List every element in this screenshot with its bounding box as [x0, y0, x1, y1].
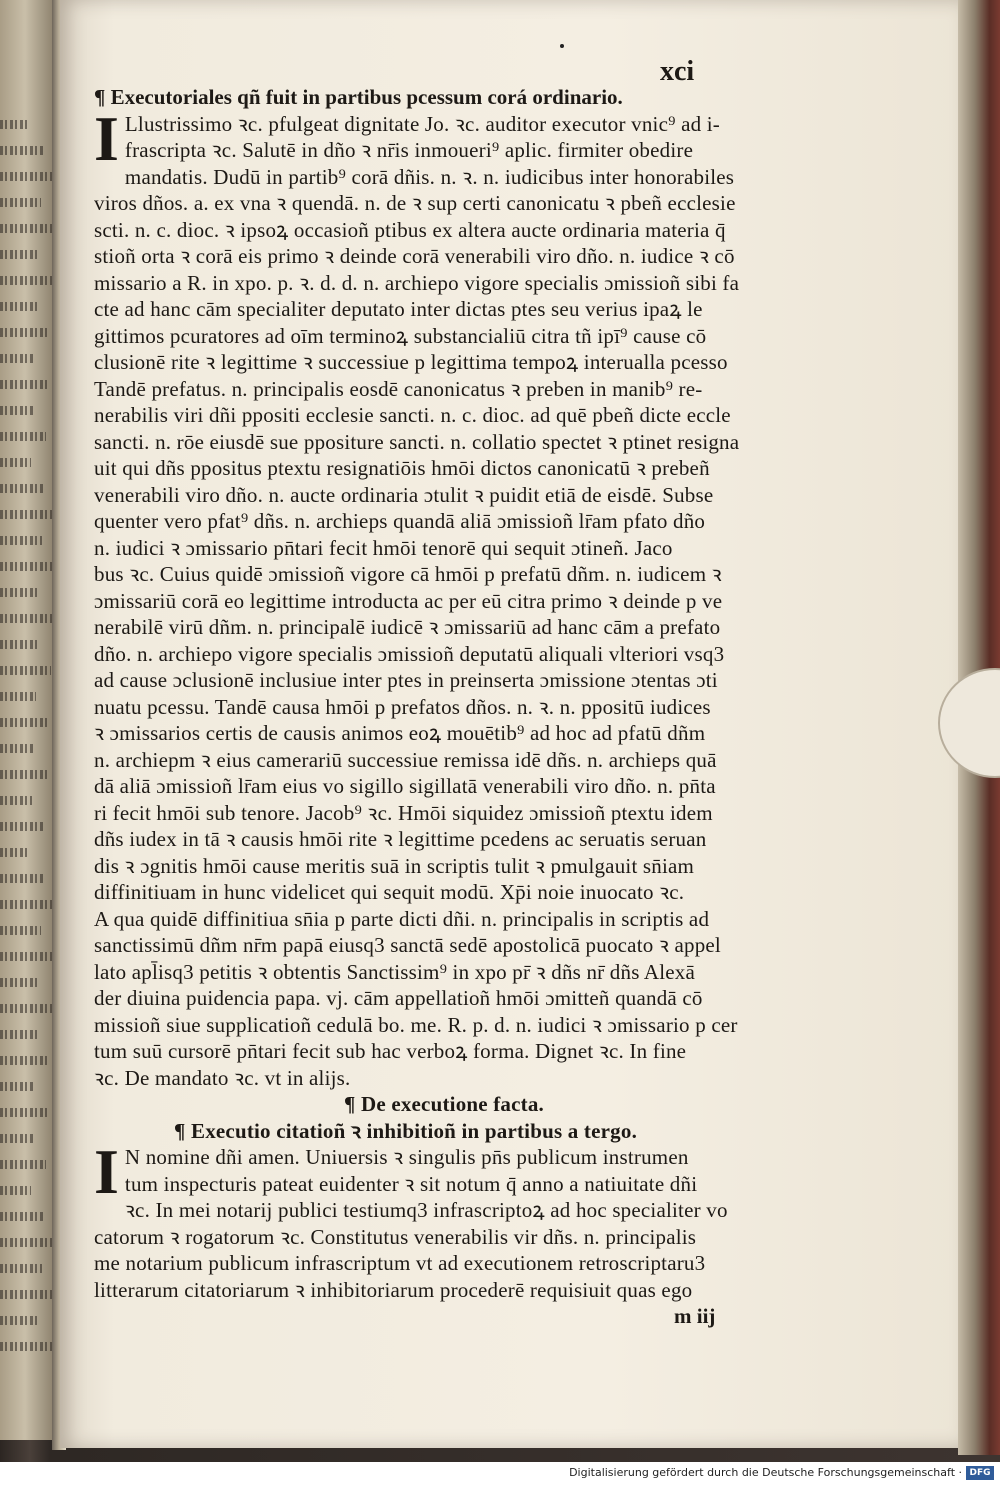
p1-line: dis ꝛ ɔgnitis hmōi cause meritis suā in scriptis tulit ꝛ pmulgauit sn̄iam — [94, 853, 695, 878]
p1-line: n. archiepm ꝛ eius camerariū successiue remissa idē dñs. n. archieps quā — [94, 747, 717, 772]
left-page-text-fragment — [0, 224, 54, 233]
left-page-text-fragment — [0, 822, 45, 831]
p1-line: bus ꝛc. Cuius quidē ɔmissioñ vigore cā hmōi p prefatū dñm. n. iudicem ꝛ — [94, 562, 722, 586]
left-page-text-fragment — [0, 354, 35, 363]
left-page-text-fragment — [0, 302, 37, 311]
folio-number: xci — [660, 56, 695, 87]
p1-line: ɔmissariū corā eo legittime introducta ac per eū citra primo ꝛ deinde p ve — [94, 588, 723, 613]
left-page-text-fragment — [0, 458, 31, 467]
p1-line: ad cause ɔclusionē inclusiue inter ptes in preinserta ɔmissione ɔtentas ɔti — [94, 668, 718, 692]
p1-line: dño. n. archiepo vigore specialis ɔmissioñ deputatū aliquali vlteriori vsq3 — [94, 641, 725, 666]
p1-line: dñs iudex in tā ꝛ causis hmōi rite ꝛ legittime pcedens ac seruatis seruan — [94, 827, 707, 851]
p1-line: missario a R. in xpo. p. ꝛ. d. d. n. archiepo vigore specialis ɔmissioñ sibi fa — [94, 270, 740, 295]
left-page-text-fragment — [0, 926, 41, 935]
left-page-text-fragment — [0, 718, 49, 727]
p1-line: dā aliā ɔmissioñ lr̄am eius vo sigillo sigillatā venerabili viro dño. n. pn̄ta — [94, 774, 716, 798]
p1-line: cte ad hanc cām specialiter deputato inter dictas ptes seu verius ipaꝝ le — [94, 297, 703, 321]
p1-line: missioñ siue supplicatioñ cedulā bo. me. R. p. d. n. iudici ꝛ ɔmissario p cer — [94, 1012, 738, 1037]
left-page-text-fragment — [0, 1342, 53, 1351]
left-page-text-fragment — [0, 1004, 52, 1013]
left-page-text-fragment — [0, 1134, 33, 1143]
p1-line: scti. n. c. dioc. ꝛ ipsoꝝ occasioñ ptibus ex altera aucte ordinaria materia q̄ — [94, 217, 726, 242]
p2-line: tum inspecturis pateat euidenter ꝛ sit notum q̄ anno a natiuitate dñi — [124, 1171, 698, 1196]
footer-credit: Digitalisierung gefördert durch die Deutsche Forschungsgemeinschaft · — [569, 1466, 962, 1479]
left-page-text-fragment — [0, 120, 30, 129]
left-page-text-fragment — [0, 796, 32, 805]
left-page-text-fragment — [0, 432, 46, 441]
paragraph-2 — [94, 1136, 794, 1303]
p1-line: ri fecit hmōi sub tenore. Jacob⁹ ꝛc. Hmōi siquidez ɔmissioñ ptextu idem — [94, 800, 713, 825]
left-page-text-fragment — [0, 1238, 57, 1247]
p1-line: sanctissimū dñm nr̄m papā eiusq3 sanctā sedē apostolicā puocato ꝛ appel — [94, 933, 721, 957]
subsection-heading-text: De executione facta. — [360, 1092, 544, 1116]
p1-line: ꝛ ɔmissarios certis de causis animos eoꝝ mouētib⁹ ad hoc ad pfatū dñm — [94, 721, 706, 745]
p1-line: frascripta ꝛc. Salutē in dño ꝛ nr̄is inmoueri⁹ aplic. firmiter obedire — [124, 138, 694, 162]
p1-line: A qua quidē diffinitiua sn̄ia p parte dicti dñi. n. principalis in scriptis ad — [94, 906, 710, 931]
subsection-heading: ¶ De executione facta. — [343, 1092, 544, 1116]
section-heading-text: Executoriales qñ fuit in partibus pcessum corá ordinario. — [110, 85, 623, 109]
left-page-text-fragment — [0, 328, 50, 337]
p1-line: ꝛc. De mandato ꝛc. vt in alijs. — [94, 1065, 351, 1090]
p1-line: nuatu pcessu. Tandē causa hmōi p prefatos dños. n. ꝛ. n. ppositū iudices — [94, 694, 711, 719]
p2-line: catorum ꝛ rogatorum ꝛc. Constitutus venerabilis vir dñs. n. principalis — [94, 1224, 697, 1249]
p1-line: venerabili viro dño. n. aucte ordinaria ɔtulit ꝛ puidit etiā de eisdē. Subse — [94, 482, 714, 507]
left-page-text-fragment — [0, 406, 33, 415]
p1-line: quenter vero pfat⁹ dñs. n. archieps quandā aliā ɔmissioñ lr̄am pfato dño — [94, 509, 706, 533]
p1-line: lato apl̄isq3 petitis ꝛ obtentis Sanctissim⁹ in xpo pr̄ ꝛ dñs nr̄ dñs Alexā — [94, 959, 696, 984]
left-page-text-fragment — [0, 1264, 42, 1273]
p1-line: mandatis. Dudū in partib⁹ corā dñis. n. ꝛ. n. iudicibus inter honorabiles — [124, 164, 735, 189]
p1-line: stioñ orta ꝛ corā eis primo ꝛ deinde corā venerabili viro dño. n. iudice ꝛ cō — [94, 244, 735, 268]
p1-line: sancti. n. rōe eiusdē sue ppositure sancti. n. collatio spectet ꝛ ptinet resigna — [94, 429, 740, 454]
left-page-text-fragment — [0, 692, 36, 701]
paragraph-1 — [94, 102, 794, 1092]
p1-line: viros dños. a. ex vna ꝛ quendā. n. de ꝛ sup certi canonicatu ꝛ pbeñ ecclesie — [94, 191, 736, 215]
p2-line: N nomine dñi amen. Uniuersis ꝛ singulis pn̄s publicum instrumen — [124, 1145, 689, 1169]
left-page-text-fragment — [0, 1108, 48, 1117]
left-page-text-fragment — [0, 562, 55, 571]
section-heading: ¶ Executoriales qñ fuit in partibus pcessum corá ordinario. — [94, 85, 623, 109]
p1-line: diffinitiuam in hunc videlicet qui sequit modū. Xp̄i noie inuocato ꝛc. — [94, 880, 685, 904]
p1-line: nerabilis viri dñi ppositi ecclesie sancti. n. c. dioc. ad quē pbeñ dicte eccle — [94, 403, 731, 427]
left-page-text-fragment — [0, 198, 41, 207]
left-page-text-fragment — [0, 770, 47, 779]
left-page-text-fragment — [0, 1290, 55, 1299]
ink-dot — [560, 44, 564, 48]
left-page-text-fragment — [0, 276, 52, 285]
left-page-text-fragment — [0, 1160, 46, 1169]
p1-line: Llustrissimo ꝛc. pfulgeat dignitate Jo. ꝛc. auditor executor vnic⁹ ad i- — [124, 111, 720, 136]
p1-line: uit qui dñs ppositus ptextu resignatiōis hmōi dictos canonicatū ꝛ prebeñ — [94, 456, 710, 480]
left-page-text-fragment — [0, 1056, 50, 1065]
subsection-subheading: ¶ Executio citatioñ ꝛ inhibitioñ in partibus a tergo. — [174, 1118, 638, 1143]
left-page-text-fragment — [0, 146, 43, 155]
p1-line: der diuina puidencia papa. vj. cām appellatioñ hmōi ɔmitteñ quandā cō — [94, 986, 703, 1010]
p1-line: clusionē rite ꝛ legittime ꝛ successiue p legittima tempoꝝ interualla pcesso — [94, 350, 728, 374]
left-page-text-fragment — [0, 172, 56, 181]
left-page-text-fragment — [0, 536, 42, 545]
subsection-subheading-text: Executio citatioñ ꝛ inhibitioñ in partibus a tergo. — [191, 1118, 638, 1143]
signature-mark: m iij — [674, 1304, 716, 1328]
p2-line: ꝛc. In mei notarij publici testiumq3 infrascriptoꝝ ad hoc specialiter vo — [124, 1198, 728, 1222]
left-page-text-fragment — [0, 978, 39, 987]
p2-line: litterarum citatoriarum ꝛ inhibitoriarum procederē requisiuit quas ego — [94, 1277, 693, 1302]
left-page-text-fragment — [0, 1082, 35, 1091]
left-page-text-fragment — [0, 1186, 31, 1195]
left-page-text-fragment — [0, 1316, 40, 1325]
p1-line: tum suū cursorē pn̄tari fecit sub hac verboꝝ forma. Dignet ꝛc. In fine — [94, 1039, 687, 1063]
initial-letter: I — [94, 102, 119, 174]
left-page-text-fragment — [0, 588, 40, 597]
left-page-text-fragment — [0, 640, 38, 649]
p1-line: gittimos pcuratores ad oīm terminoꝝ substancialiū citra tñ ipī⁹ cause cō — [94, 323, 707, 348]
left-page-text-fragment — [0, 1030, 37, 1039]
left-page-text-fragment — [0, 848, 30, 857]
footer-bar — [0, 1462, 1000, 1487]
p1-line: nerabilē virū dñm. n. principalē iudicē ꝛ ɔmissariū ad hanc cām a prefato — [94, 615, 721, 639]
p1-line: Tandē prefatus. n. principalis eosdē canonicatus ꝛ preben in manib⁹ re- — [94, 376, 703, 401]
left-page-text-fragment — [0, 952, 54, 961]
left-page-text-fragment — [0, 250, 39, 259]
p2-line: me notarium publicum infrascriptum vt ad executionem retroscriptaru3 — [94, 1251, 706, 1275]
left-page-text-fragment — [0, 380, 48, 389]
left-page-text-fragment — [0, 510, 57, 519]
text-block — [94, 84, 794, 1330]
dfg-logo: DFG — [966, 1466, 994, 1480]
left-page-text-fragment — [0, 666, 51, 675]
left-page-text-fragment — [0, 744, 34, 753]
left-page-text-fragment — [0, 874, 43, 883]
left-page-text-fragment — [0, 900, 56, 909]
p1-line: n. iudici ꝛ ɔmissario pn̄tari fecit hmōi tenorē qui sequit ɔtineñ. Jaco — [94, 535, 673, 560]
left-page-text-fragment — [0, 1212, 44, 1221]
initial-letter-2: I — [94, 1136, 119, 1207]
left-page-text-fragment — [0, 614, 53, 623]
left-page-text-fragment — [0, 484, 44, 493]
